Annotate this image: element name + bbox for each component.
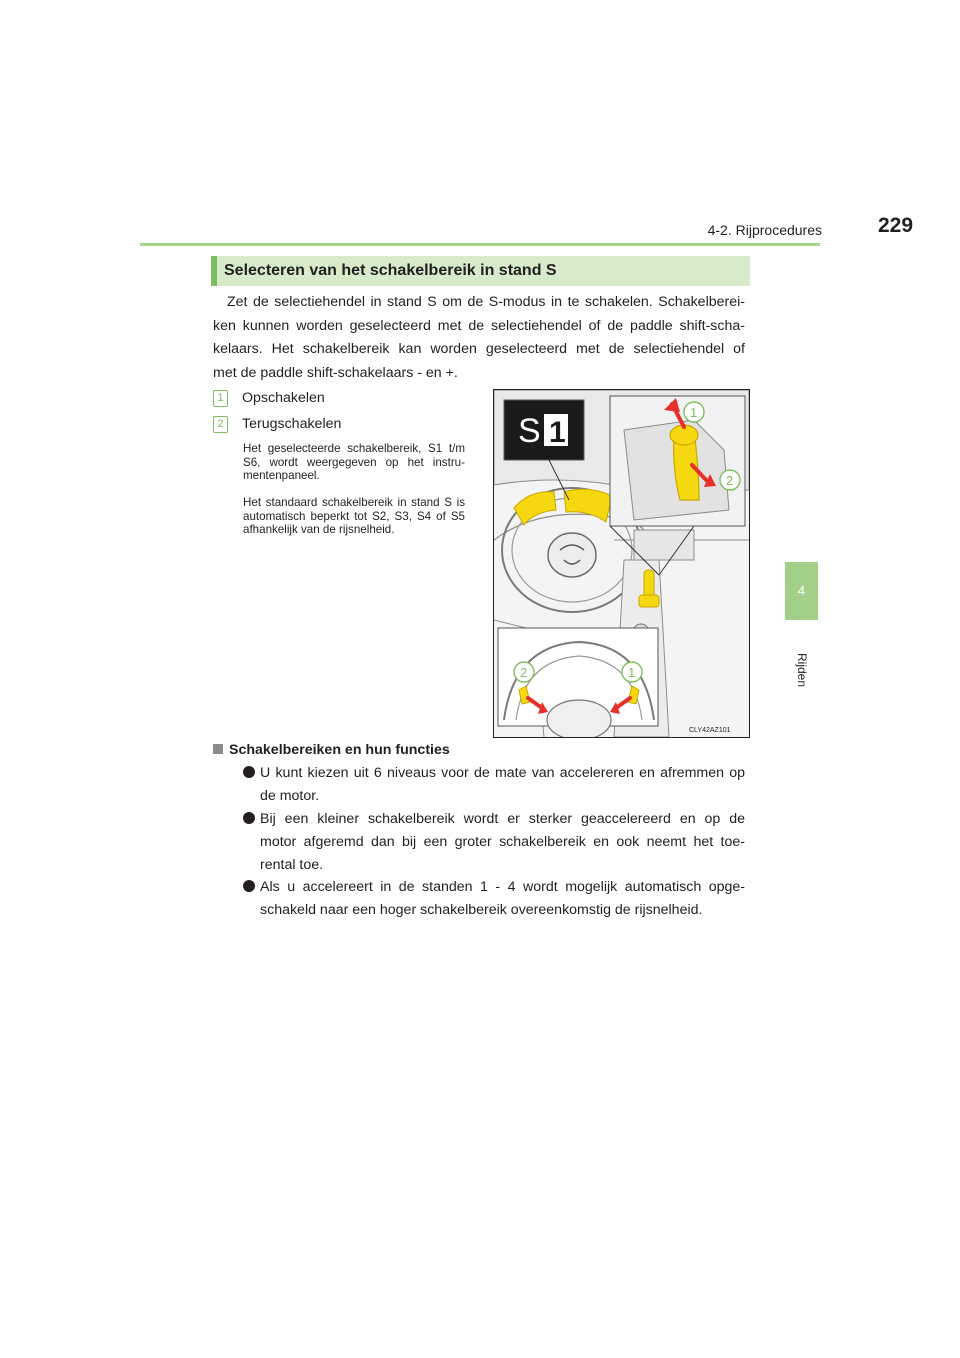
- bullet-line: rental toe.: [260, 857, 324, 873]
- shifter-callout-1: 1: [690, 405, 698, 420]
- intro-line: met de paddle shift-schakelaars - en +.: [213, 364, 458, 381]
- note-display: Het geselecteerde schakelbereik, S1 t/m S6, wordt weergegeven op het instru-mentenpaneel.: [243, 442, 465, 482]
- bullet-dot-icon: [243, 880, 255, 892]
- bullet-item: [243, 876, 745, 922]
- chapter-side-label-text: Rijden: [795, 652, 809, 688]
- paddle-callout-1: 1: [628, 665, 636, 680]
- paddle-callout-2: 2: [520, 665, 528, 680]
- number-badge: 2: [213, 416, 228, 433]
- intro-paragraph: [213, 291, 745, 385]
- figure-code: CLY42AZ101: [689, 727, 731, 734]
- bullet-line: motor afgeremd dan bij een groter schakelbereik en ook neemt het toe-: [260, 834, 745, 850]
- illustration-drawing: [494, 390, 749, 737]
- bullet-dot-icon: [243, 766, 255, 778]
- intro-line: kelaars. Het schakelbereik kan worden geselecteerd met de selectiehendel of: [213, 341, 745, 357]
- subheading: [213, 740, 450, 760]
- bullet-text: [260, 876, 745, 922]
- header-rule: [140, 243, 820, 246]
- section-title: Selecteren van het schakelbereik in stand S: [211, 256, 750, 286]
- bullet-text: [260, 808, 745, 877]
- header-section-label: 4-2. Rijprocedures: [707, 222, 822, 238]
- note-default-range: Het standaard schakelbereik in stand S is automatisch beperkt tot S2, S3, S4 of S5 afhankelijk van de rijsnelheid.: [243, 496, 465, 536]
- display-letter: S: [518, 412, 541, 450]
- subheading-text: Schakelbereiken en hun functies: [229, 742, 450, 758]
- bullet-line: de motor.: [260, 788, 320, 804]
- bullet-dot-icon: [243, 812, 255, 824]
- chapter-tab[interactable]: 4: [785, 562, 818, 620]
- bullet-line: U kunt kiezen uit 6 niveaus voor de mate van accelereren en afremmen op: [260, 765, 745, 781]
- numbered-item-label: Opschakelen: [242, 390, 325, 406]
- numbered-item-downshift: [213, 414, 341, 434]
- intro-line: Zet de selectiehendel in stand S om de S-modus in te schakelen. Schakelberei-: [227, 294, 745, 310]
- intro-line: ken kunnen worden geselecteerd met de selectiehendel of de paddle shift-scha-: [213, 317, 745, 334]
- page-header: [140, 212, 914, 248]
- bullet-line: schakeld naar een hoger schakelbereik overeenkomstig de rijsnelheid.: [260, 902, 703, 918]
- bullet-text: [260, 762, 745, 808]
- number-badge: 1: [213, 390, 228, 407]
- numbered-item-label: Terugschakelen: [242, 416, 342, 432]
- shifter-callout-2: 2: [726, 473, 734, 488]
- numbered-item-upshift: [213, 388, 325, 408]
- display-digit: 1: [549, 416, 566, 449]
- chapter-side-label: [786, 645, 818, 695]
- page-number: 229: [878, 214, 914, 237]
- illustration: [493, 389, 750, 738]
- bullet-line: Als u accelereert in de standen 1 - 4 wordt mogelijk automatisch opge-: [260, 879, 745, 895]
- bullet-item: [243, 808, 745, 877]
- square-bullet-icon: [213, 744, 223, 754]
- bullet-line: Bij een kleiner schakelbereik wordt er sterker geaccelereerd en op de: [260, 811, 745, 827]
- bullet-item: [243, 762, 745, 808]
